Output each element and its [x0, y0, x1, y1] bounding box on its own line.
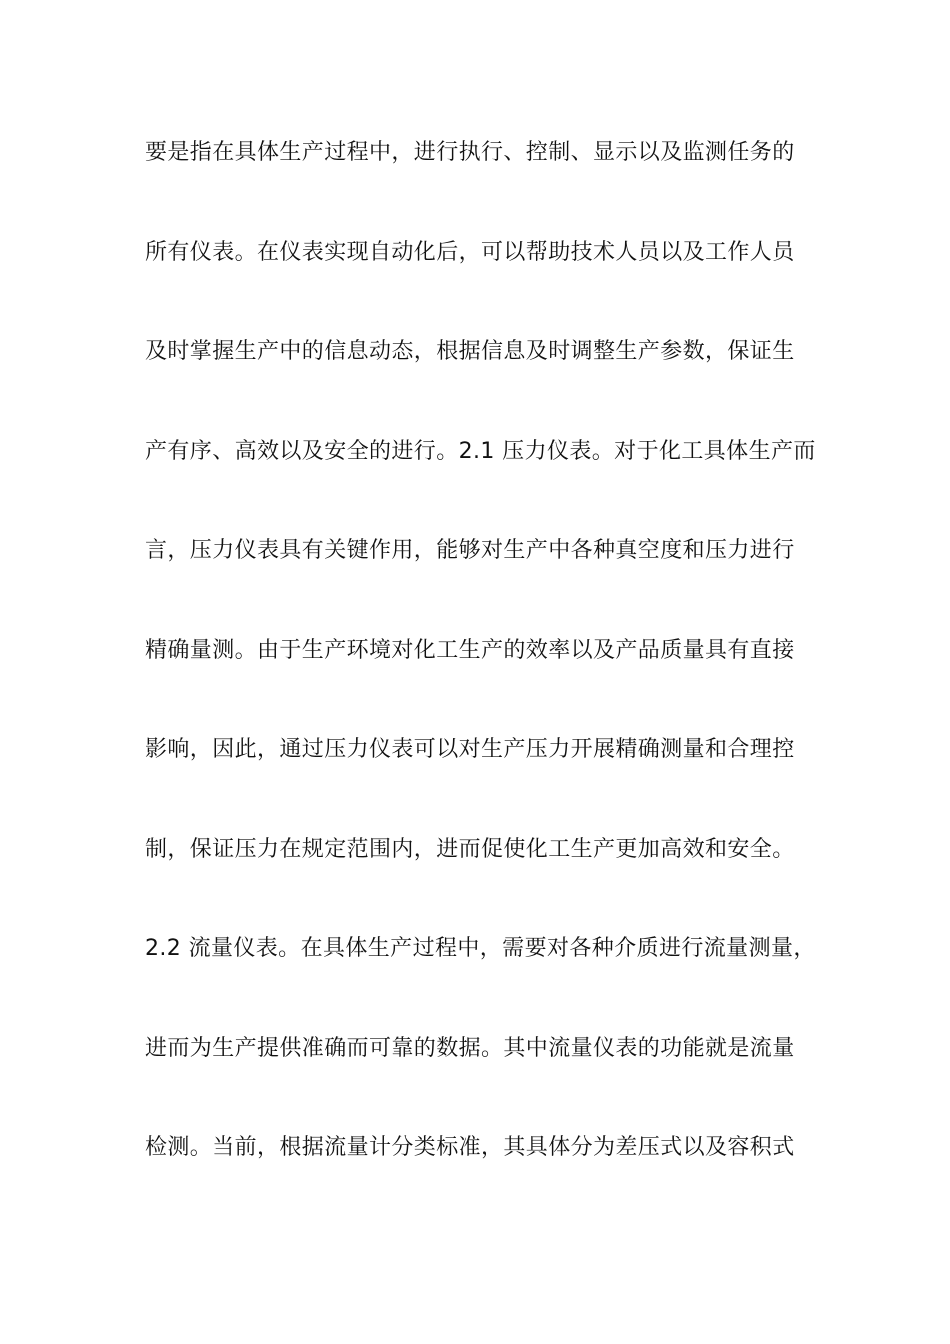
body-text: [145, 133, 825, 1228]
text-line: 言，压力仪表具有关键作用，能够对生产中各种真空度和压力进行: [145, 538, 795, 563]
text-line: 产有序、高效以及安全的进行。2.1 压力仪表。对于化工具体生产而: [145, 438, 816, 464]
text-line: 进而为生产提供准确而可靠的数据。其中流量仪表的功能就是流量: [145, 1035, 795, 1061]
text-line: 精确量测。由于生产环境对化工生产的效率以及产品质量具有直接: [145, 637, 795, 663]
text-line: 要是指在具体生产过程中，进行执行、控制、显示以及监测任务的: [145, 140, 795, 165]
text-line: 所有仪表。在仪表实现自动化后，可以帮助技术人员以及工作人员: [145, 239, 795, 265]
text-line: 及时掌握生产中的信息动态，根据信息及时调整生产参数，保证生: [145, 339, 795, 364]
text-line: 2.2 流量仪表。在具体生产过程中，需要对各种介质进行流量测量，: [145, 936, 816, 961]
text-line: 制，保证压力在规定范围内，进而促使化工生产更加高效和安全。: [145, 836, 795, 862]
text-line: 影响，因此，通过压力仪表可以对生产压力开展精确测量和合理控: [145, 737, 795, 762]
text-line: 检测。当前，根据流量计分类标准，其具体分为差压式以及容积式: [145, 1135, 795, 1160]
